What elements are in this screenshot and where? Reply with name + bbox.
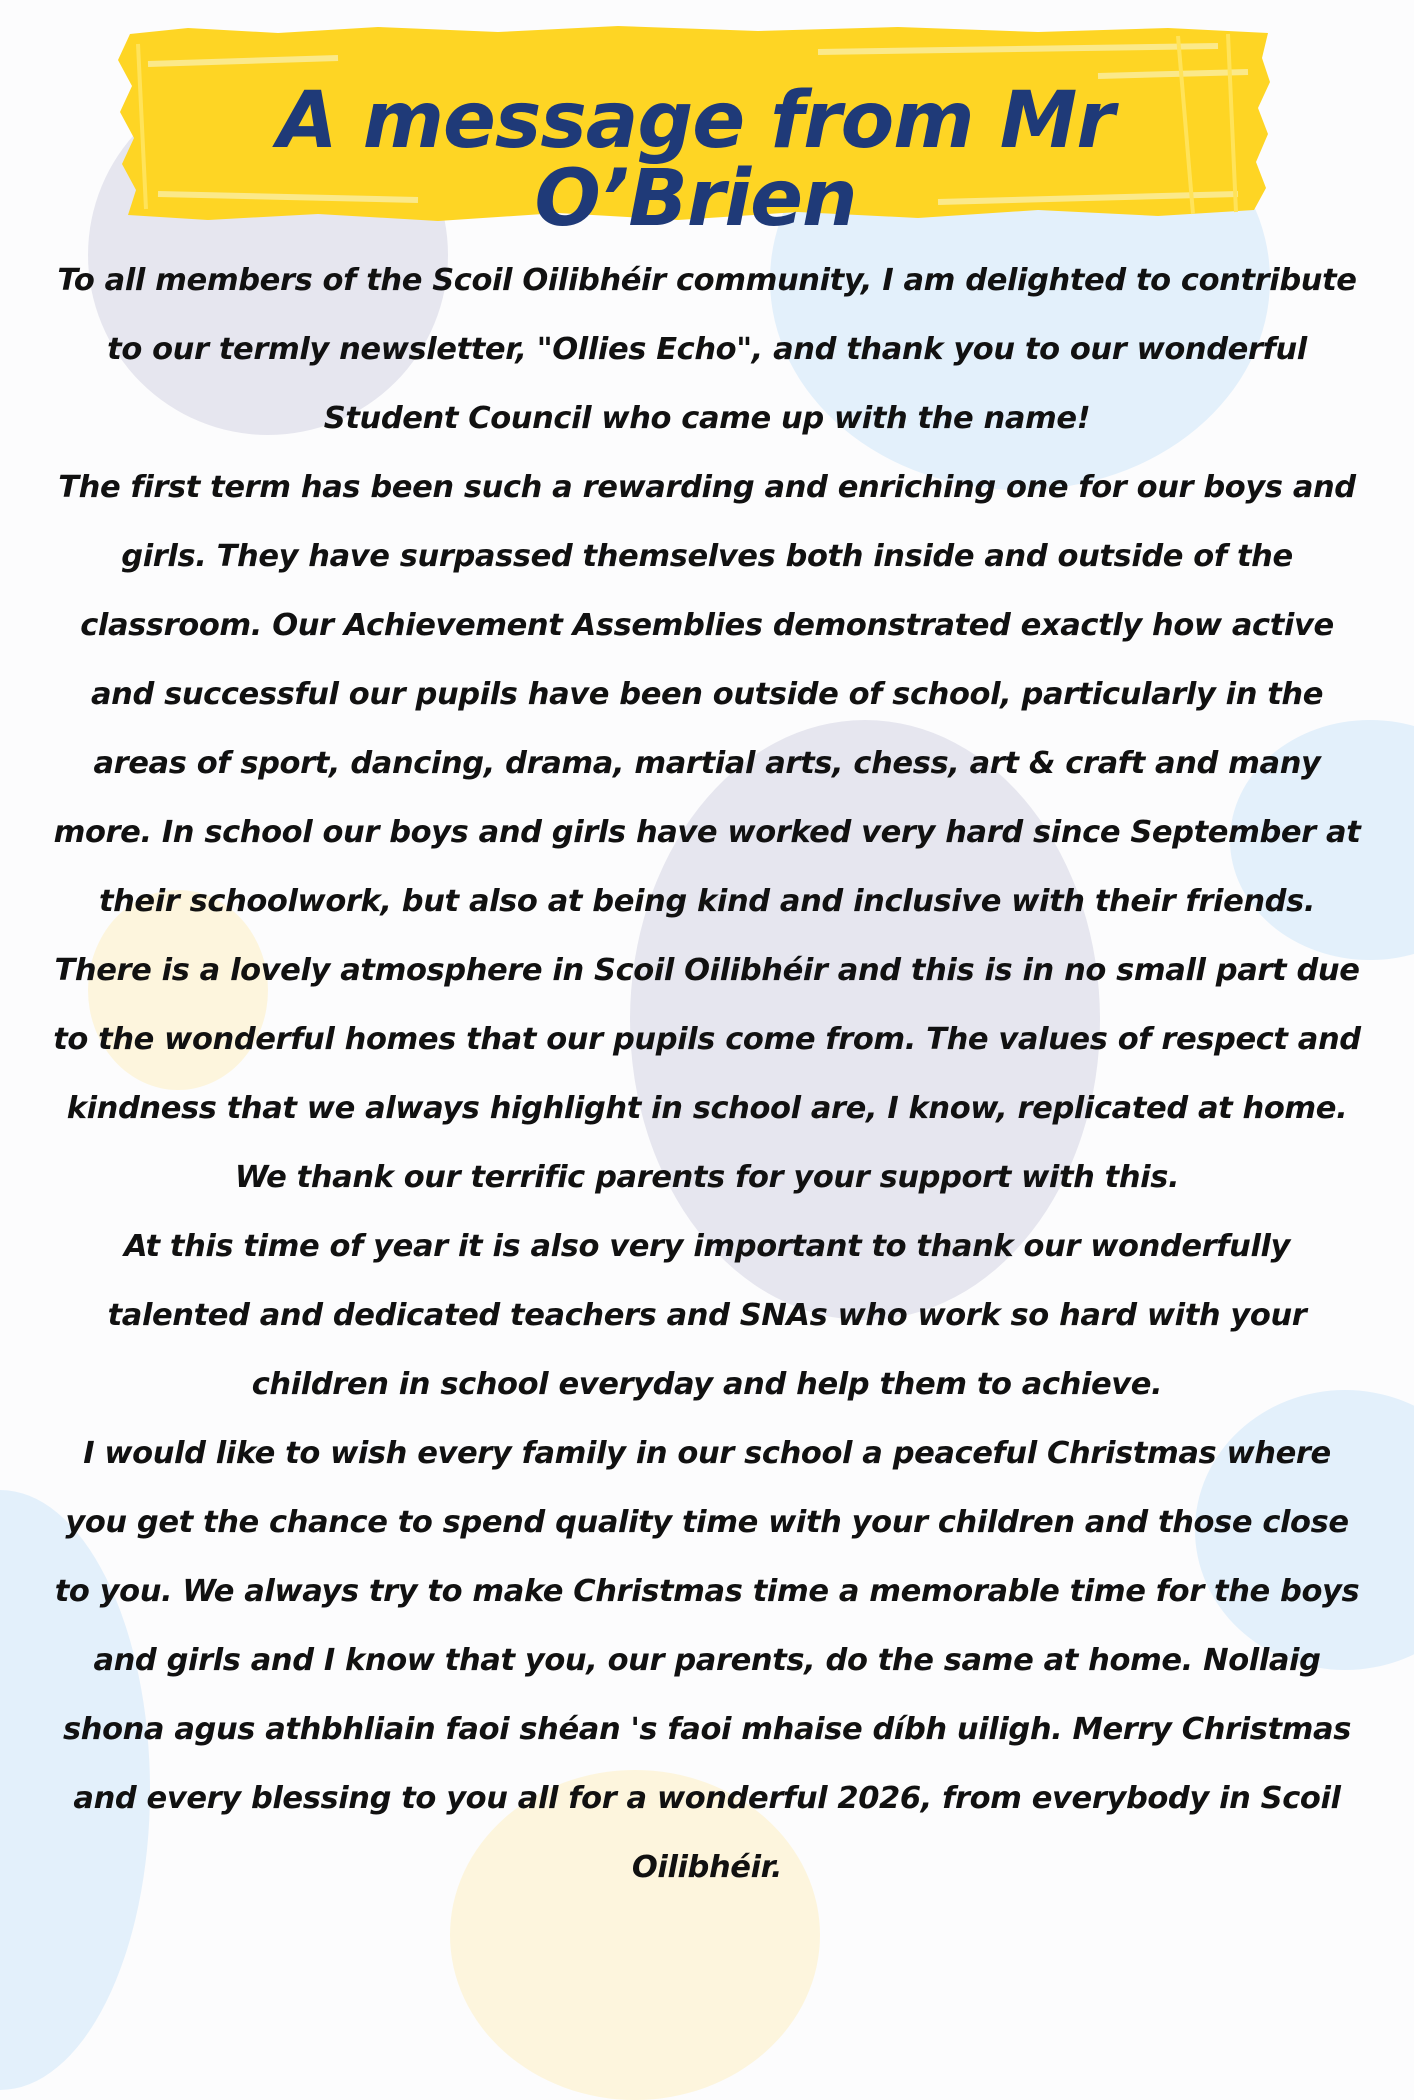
paragraph-teachers-thanks: At this time of year it is also very important to thank our wonderfully talented and dedicated teachers and SNAs who work so hard with your children in school everyday and help them to achieve. xyxy=(107,1229,1307,1402)
paragraph-christmas-wishes: I would like to wish every family in our school a peaceful Christmas where you get the chance to spend quality time with your children and those close to you. We always try to make Christmas time a memorable time for the boys and girls and I know that you, our parents, do the same at home. Nollaig shona agus athbhliain faoi shéan 's faoi mhaise díbh uiligh. Merry Christmas and every blessing to you all for a wonderful 2026, from everybody in Scoil Oilibhéir. xyxy=(54,1436,1360,1885)
paragraph-first-term: The first term has been such a rewarding and enriching one for our boys and girls. They have surpassed themselves both inside and outside of the classroom. Our Achievement Assemblies demonstrated exactly how active and successful our pupils have been outside of school, particularly in the areas of sport, dancing, drama, martial arts, chess, art & craft and many more. In school our boys and girls have worked very hard since September at their schoolwork, but also at being kind and inclusive with their friends. There is a lovely atmosphere in Scoil Oilibhéir and this is in no small part due to the wonderful homes that our pupils come from. The values of respect and kindness that we always highlight in school are, I know, replicated at home. We thank our terrific parents for your support with this. xyxy=(53,470,1361,1195)
page-title: A message from Mr O’Brien xyxy=(277,76,1114,244)
title-banner xyxy=(118,24,1273,244)
paragraph-intro: To all members of the Scoil Oilibhéir community, I am delighted to contribute to our termly newsletter, "Ollies Echo", and thank you to our wonderful Student Council who came up with the name! xyxy=(57,263,1357,436)
message-body xyxy=(52,246,1362,1902)
